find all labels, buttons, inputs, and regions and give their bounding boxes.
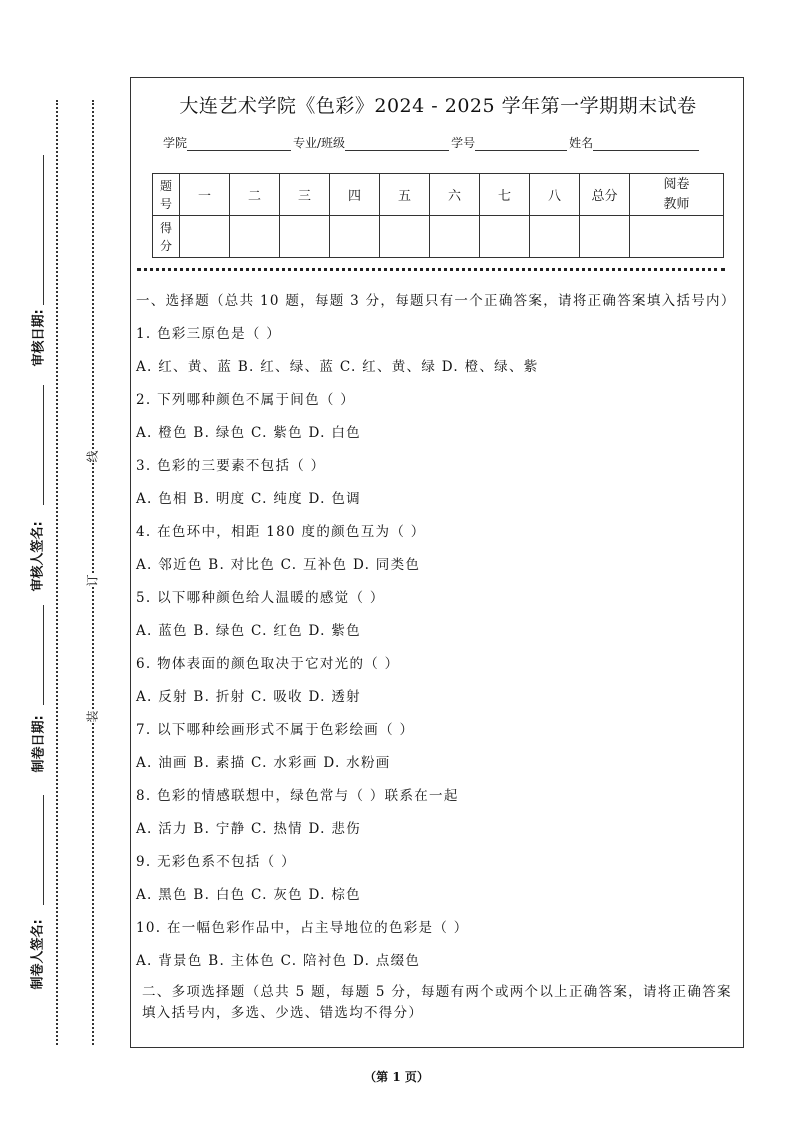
col-8: 八 xyxy=(530,174,580,216)
question-options: A. 活力 B. 宁静 C. 热情 D. 悲伤 xyxy=(136,821,361,837)
question-options: A. 油画 B. 素描 C. 水彩画 D. 水粉画 xyxy=(136,755,391,771)
question-text: 10. 在一幅色彩作品中，占主导地位的色彩是（ ） xyxy=(136,920,469,936)
question-options: A. 红、黄、蓝 B. 红、绿、蓝 C. 红、黄、绿 D. 橙、绿、紫 xyxy=(136,359,539,375)
student-info-row xyxy=(163,134,701,151)
score-header: 得 分 xyxy=(153,216,180,258)
binding-label-ding: 订 xyxy=(85,574,100,587)
binding-label-zhuang: 装 xyxy=(85,710,100,723)
question-text: 1. 色彩三原色是（ ） xyxy=(136,326,282,342)
score-table-score-row xyxy=(153,216,724,258)
college-field[interactable] xyxy=(187,138,291,151)
col-3: 三 xyxy=(280,174,330,216)
exam-body xyxy=(136,291,740,1024)
question-options: A. 背景色 B. 主体色 C. 陪衬色 D. 点缀色 xyxy=(136,953,421,969)
col-4: 四 xyxy=(330,174,380,216)
section1-heading: 一、选择题（总共 10 题，每题 3 分，每题只有一个正确答案，请将正确答案填入括号内） xyxy=(136,293,736,309)
question-text: 4. 在色环中，相距 180 度的颜色互为（ ） xyxy=(136,524,426,540)
col-total: 总分 xyxy=(580,174,630,216)
review-date-underline xyxy=(43,155,44,305)
binding-label-line: 线 xyxy=(85,450,100,463)
score-cell[interactable] xyxy=(330,216,380,258)
col-7: 七 xyxy=(480,174,530,216)
major-label: 专业/班级 xyxy=(293,136,346,150)
exam-frame xyxy=(130,77,744,1048)
question-options: A. 色相 B. 明度 C. 纯度 D. 色调 xyxy=(136,491,361,507)
question-no-header: 题 号 xyxy=(153,174,180,216)
question-text: 8. 色彩的情感联想中，绿色常与（ ）联系在一起 xyxy=(136,788,459,804)
question-text: 3. 色彩的三要素不包括（ ） xyxy=(136,458,326,474)
score-table xyxy=(152,173,724,258)
question-text: 2. 下列哪种颜色不属于间色（ ） xyxy=(136,392,356,408)
student-no-label: 学号 xyxy=(451,136,476,150)
score-cell[interactable] xyxy=(530,216,580,258)
question-options: A. 蓝色 B. 绿色 C. 红色 D. 紫色 xyxy=(136,623,361,639)
col-6: 六 xyxy=(430,174,480,216)
exam-title: 大连艺术学院《色彩》2024 - 2025 学年第一学期期末试卷 xyxy=(179,95,697,117)
binding-margin xyxy=(0,0,120,1122)
score-table-header-row xyxy=(153,174,724,216)
question-options: A. 黑色 B. 白色 C. 灰色 D. 棕色 xyxy=(136,887,361,903)
score-cell[interactable] xyxy=(280,216,330,258)
maker-date-underline xyxy=(43,605,44,705)
name-label: 姓名 xyxy=(569,136,594,150)
col-1: 一 xyxy=(180,174,230,216)
name-field[interactable] xyxy=(593,138,699,151)
page-number: （第 1 页） xyxy=(364,1070,429,1084)
reviewer-sign-label: 审核人签名: xyxy=(30,521,46,592)
score-cell[interactable] xyxy=(430,216,480,258)
question-text: 6. 物体表面的颜色取决于它对光的（ ） xyxy=(136,656,400,672)
major-field[interactable] xyxy=(345,138,449,151)
col-5: 五 xyxy=(380,174,430,216)
question-options: A. 邻近色 B. 对比色 C. 互补色 D. 同类色 xyxy=(136,557,421,573)
college-label: 学院 xyxy=(163,136,188,150)
grader-cell[interactable] xyxy=(630,216,724,258)
score-cell[interactable] xyxy=(230,216,280,258)
score-cell[interactable] xyxy=(180,216,230,258)
binding-dotted-line-inner xyxy=(92,100,94,1045)
score-total-cell[interactable] xyxy=(580,216,630,258)
separator-dots xyxy=(137,268,725,271)
maker-sign-label: 制卷人签名: xyxy=(30,919,46,990)
question-text: 5. 以下哪种颜色给人温暖的感觉（ ） xyxy=(136,590,385,606)
maker-sign-underline xyxy=(43,795,44,905)
question-options: A. 反射 B. 折射 C. 吸收 D. 透射 xyxy=(136,689,361,705)
section2-heading: 二、多项选择题（总共 5 题，每题 5 分，每题有两个或两个以上正确答案，请将正确答案填入括号内，多选、少选、错选均不得分） xyxy=(142,984,732,1021)
binding-dotted-line-outer xyxy=(56,100,58,1045)
score-cell[interactable] xyxy=(480,216,530,258)
grader-header: 阅卷 教师 xyxy=(630,174,724,216)
question-text: 7. 以下哪种绘画形式不属于色彩绘画（ ） xyxy=(136,722,415,738)
maker-date-label: 制卷日期: xyxy=(31,715,47,773)
review-date-label: 审核日期: xyxy=(31,309,47,367)
question-text: 9. 无彩色系不包括（ ） xyxy=(136,854,296,870)
score-cell[interactable] xyxy=(380,216,430,258)
col-2: 二 xyxy=(230,174,280,216)
question-options: A. 橙色 B. 绿色 C. 紫色 D. 白色 xyxy=(136,425,361,441)
student-no-field[interactable] xyxy=(475,138,567,151)
reviewer-sign-underline xyxy=(43,385,44,505)
